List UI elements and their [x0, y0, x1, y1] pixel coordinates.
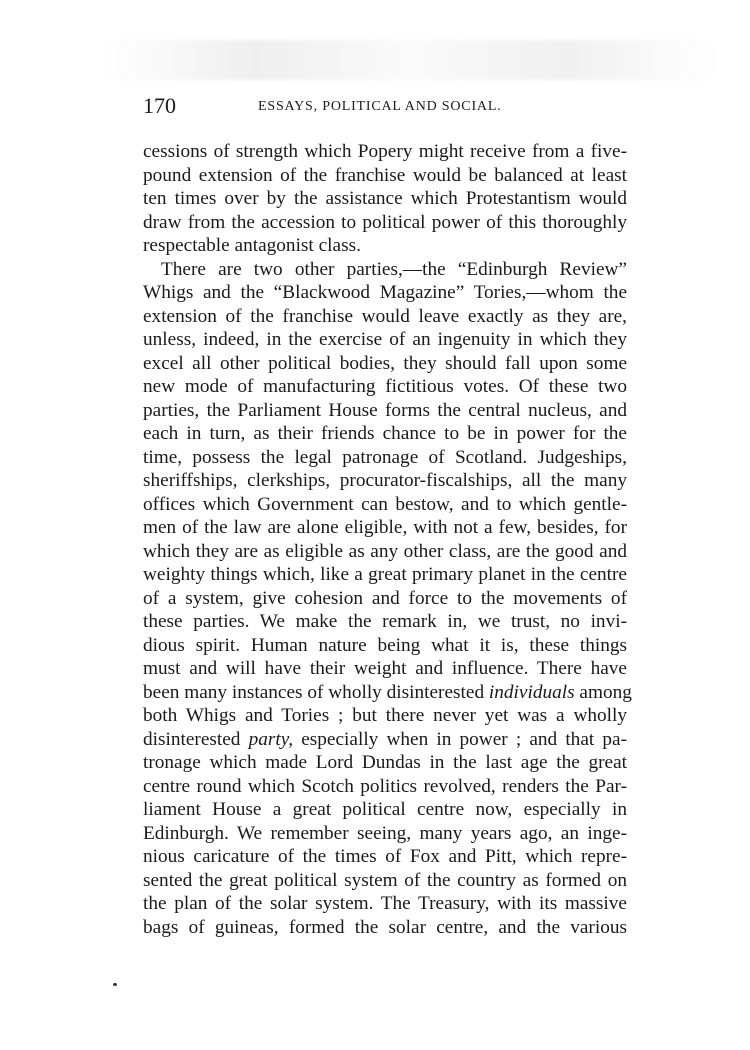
- text-line: each in turn, as their friends chance to be in power for the: [143, 423, 627, 444]
- text-line-with-emphasis: [143, 681, 632, 705]
- text-line: liament House a great political centre now, especially in: [143, 799, 627, 820]
- text-line: tronage which made Lord Dundas in the last age the great: [143, 752, 627, 773]
- emphasis-party: party,: [248, 728, 294, 750]
- text-line: extension of the franchise would leave exactly as they are,: [143, 305, 627, 327]
- text-line: these parties. We make the remark in, we trust, no invi-: [143, 611, 627, 632]
- text-line: dious spirit. Human nature being what it is, these things: [143, 634, 627, 656]
- text-line: new mode of manufacturing fictitious votes. Of these two: [143, 376, 627, 397]
- text-segment: especially when in power ; and that pa-: [293, 728, 627, 750]
- text-line: time, possess the legal patronage of Scotland. Judgeships,: [143, 446, 627, 468]
- text-line: draw from the accession to political power of this thoroughly: [143, 211, 627, 233]
- text-line: There are two other parties,—the “Edinburgh Review”: [161, 258, 627, 280]
- text-line: unless, indeed, in the exercise of an ingenuity in which they: [143, 329, 627, 350]
- emphasis-individuals: individuals: [488, 681, 575, 703]
- text-line: excel all other political bodies, they should fall upon some: [143, 352, 627, 374]
- text-line: respectable antagonist class.: [143, 235, 361, 256]
- text-line: Whigs and the “Blackwood Magazine” Tories,—whom the: [143, 282, 627, 303]
- scan-shadow: [100, 40, 720, 80]
- scan-speck: [113, 983, 117, 986]
- text-line: must and will have their weight and influence. There have: [143, 658, 627, 679]
- text-line: both Whigs and Tories ; but there never yet was a wholly: [143, 705, 627, 726]
- running-head: ESSAYS, POLITICAL AND SOCIAL.: [258, 99, 502, 114]
- text-segment: been many instances of wholly disinterested: [143, 681, 489, 703]
- text-line: of a system, give cohesion and force to the movements of: [143, 587, 627, 609]
- page-number: 170: [143, 93, 176, 118]
- text-line-with-emphasis: [143, 728, 627, 752]
- text-line: sented the great political system of the country as formed on: [143, 869, 627, 891]
- text-line: offices which Government can bestow, and to which gentle-: [143, 493, 627, 515]
- text-line: nious caricature of the times of Fox and Pitt, which repre-: [143, 846, 627, 867]
- page-header: [143, 92, 627, 120]
- text-line: parties, the Parliament House forms the central nucleus, and: [143, 399, 627, 421]
- text-line: centre round which Scotch politics revolved, renders the Par-: [143, 775, 627, 797]
- body-text: [143, 140, 632, 939]
- text-line: bags of guineas, formed the solar centre, and the various: [143, 916, 627, 938]
- text-line: Edinburgh. We remember seeing, many years ago, an inge-: [143, 822, 627, 844]
- text-line: sheriffships, clerkships, procurator-fiscalships, all the many: [143, 470, 627, 491]
- text-line: cessions of strength which Popery might receive from a five-: [143, 141, 627, 162]
- text-segment: among: [574, 681, 632, 703]
- text-line: pound extension of the franchise would be balanced at least: [143, 164, 627, 186]
- text-line: which they are as eligible as any other class, are the good and: [143, 540, 627, 562]
- text-line: men of the law are alone eligible, with not a few, besides, for: [143, 517, 627, 538]
- text-line: weighty things which, like a great primary planet in the centre: [143, 564, 627, 585]
- text-segment: disinterested: [143, 728, 249, 750]
- text-line: ten times over by the assistance which Protestantism would: [143, 188, 627, 209]
- text-line: the plan of the solar system. The Treasury, with its massive: [143, 893, 627, 914]
